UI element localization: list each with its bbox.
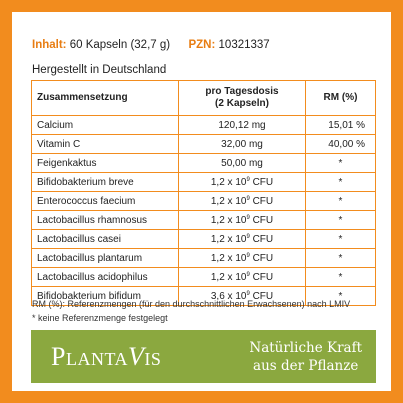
table-row [32, 192, 376, 211]
table-row [32, 173, 376, 192]
header-dose-line1: pro Tagesdosis [205, 86, 279, 97]
plantavis-logo: PLANTAVIS [51, 342, 162, 371]
ingredient-dose: 50,00 mg [179, 154, 306, 173]
ingredient-dose [179, 230, 306, 249]
header-rm: RM (%) [306, 81, 376, 116]
dose-base: 1,2 x 10 [210, 214, 247, 226]
dose-exponent: 9 [246, 252, 250, 259]
ingredient-rm: * [306, 154, 376, 173]
ingredient-name: Lactobacillus casei [32, 230, 179, 249]
ingredient-name: Feigenkaktus [32, 154, 179, 173]
dose-exponent: 9 [246, 214, 250, 221]
ingredient-dose: 120,12 mg [179, 116, 306, 135]
dose-unit: CFU [252, 290, 274, 302]
product-info-card [12, 12, 391, 391]
ingredient-name: Lactobacillus acidophilus [32, 268, 179, 287]
dose-exponent: 9 [246, 195, 250, 202]
dose-base: 3,6 x 10 [210, 290, 247, 302]
ingredient-dose [179, 268, 306, 287]
dose-base: 1,2 x 10 [210, 233, 247, 245]
ingredient-name: Calcium [32, 116, 179, 135]
dose-base: 1,2 x 10 [210, 176, 247, 188]
table-row [32, 135, 376, 154]
table-row [32, 154, 376, 173]
ingredient-rm: * [306, 211, 376, 230]
header-composition: Zusammensetzung [32, 81, 179, 116]
ingredient-dose [179, 211, 306, 230]
pzn-label: PZN: [188, 39, 216, 51]
dose-unit: CFU [252, 195, 274, 207]
ingredient-rm: * [306, 268, 376, 287]
dose-exponent: 9 [246, 176, 250, 183]
pzn-value: 10321337 [218, 39, 270, 51]
table-header-row [32, 81, 376, 116]
content-label: Inhalt: [32, 39, 67, 51]
dose-unit: CFU [252, 252, 274, 264]
ingredient-name: Enterococcus faecium [32, 192, 179, 211]
brand-banner [31, 330, 376, 383]
header-daily-dose [179, 81, 306, 116]
dose-unit: CFU [252, 271, 274, 283]
table-row [32, 116, 376, 135]
ingredient-name: Lactobacillus plantarum [32, 249, 179, 268]
table-row [32, 249, 376, 268]
reference-footnote: RM (%): Referenzmengen (für den durchschnittlichen Erwachsenen) nach LMIV [32, 299, 351, 309]
ingredient-name: Lactobacillus rhamnosus [32, 211, 179, 230]
ingredient-dose [179, 249, 306, 268]
ingredient-rm: * [306, 173, 376, 192]
dose-exponent: 9 [246, 271, 250, 278]
dose-unit: CFU [252, 233, 274, 245]
no-reference-footnote: * keine Referenzmenge festgelegt [32, 313, 168, 323]
content-value: 60 Kapseln (32,7 g) [69, 39, 171, 51]
ingredient-dose [179, 192, 306, 211]
ingredient-name: Bifidobakterium breve [32, 173, 179, 192]
ingredient-dose [179, 173, 306, 192]
content-info-line [32, 39, 270, 51]
ingredient-rm: * [306, 230, 376, 249]
composition-table [31, 80, 376, 306]
ingredient-rm: 40,00 % [306, 135, 376, 154]
ingredient-rm: * [306, 287, 376, 306]
dose-exponent: 9 [246, 290, 250, 297]
ingredient-rm: * [306, 249, 376, 268]
header-dose-line2: (2 Kapseln) [215, 98, 269, 109]
ingredient-name: Bifidobakterium bifidum [32, 287, 179, 306]
dose-unit: CFU [252, 214, 274, 226]
ingredient-rm: 15,01 % [306, 116, 376, 135]
made-in-germany: Hergestellt in Deutschland [32, 64, 167, 76]
dose-base: 1,2 x 10 [210, 252, 247, 264]
ingredient-rm: * [306, 192, 376, 211]
dose-base: 1,2 x 10 [210, 271, 247, 283]
dose-unit: CFU [252, 176, 274, 188]
brand-slogan [249, 339, 362, 375]
ingredient-dose: 32,00 mg [179, 135, 306, 154]
ingredient-name: Vitamin C [32, 135, 179, 154]
dose-base: 1,2 x 10 [210, 195, 247, 207]
table-row [32, 211, 376, 230]
slogan-line2: aus der Pflanze [253, 358, 359, 374]
table-row [32, 268, 376, 287]
slogan-line1: Natürliche Kraft [249, 340, 362, 356]
dose-exponent: 9 [246, 233, 250, 240]
table-row [32, 230, 376, 249]
